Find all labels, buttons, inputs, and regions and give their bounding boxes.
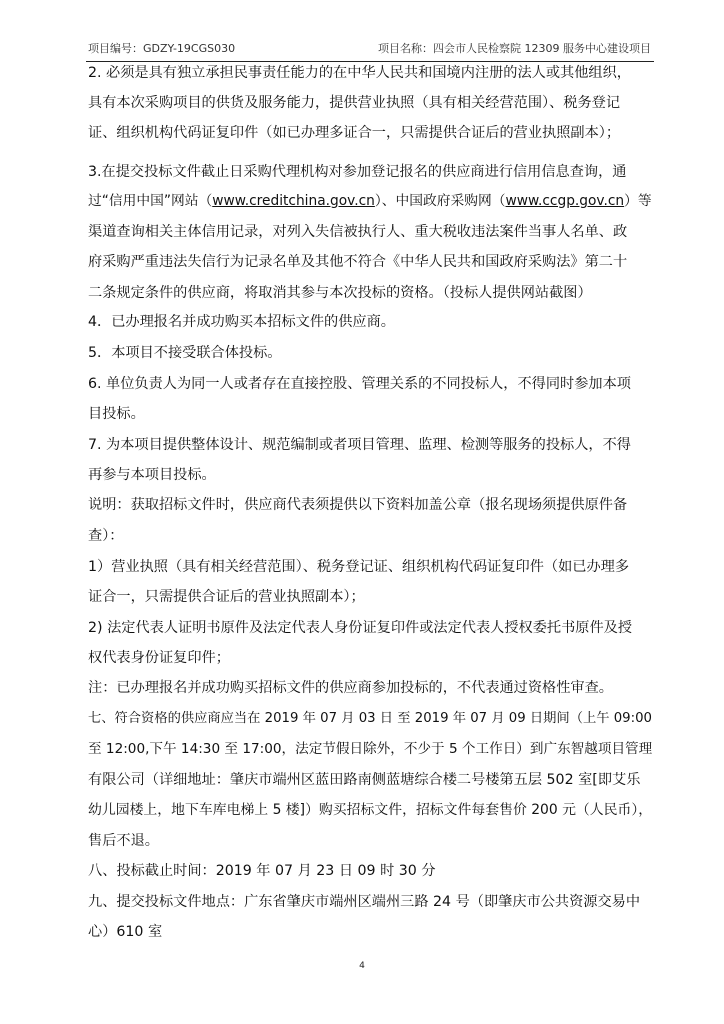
page-header xyxy=(88,40,651,58)
text-line: 有限公司（详细地址：肇庆市端州区蓝田路南侧蓝塘综合楼二号楼第五层 502 室[即艾乐 xyxy=(88,772,641,788)
text-line-links xyxy=(88,192,652,210)
text-line: 5．本项目不接受联合体投标。 xyxy=(88,345,282,361)
text-line: 2) 法定代表人证明书原件及法定代表人身份证复印件或法定代表人授权委托书原件及授 xyxy=(88,620,633,636)
text-line: 7. 为本项目提供整体设计、规范编制或者项目管理、监理、检测等服务的投标人，不得 xyxy=(88,437,631,453)
text-line: 证、组织机构代码证复印件（如已办理多证合一，只需提供合证后的营业执照副本）； xyxy=(88,125,621,141)
project-name: 项目名称：四会市人民检察院 12309 服务中心建设项目 xyxy=(378,42,651,55)
text-line: 6. 单位负责人为同一人或者存在直接控股、管理关系的不同投标人，不得同时参加本项 xyxy=(88,376,631,392)
text-line: 说明：获取招标文件时，供应商代表须提供以下资料加盖公章（报名现场须提供原件备 xyxy=(88,497,628,513)
text-segment: ）等 xyxy=(624,193,652,209)
text-line: 权代表身份证复印件； xyxy=(88,650,230,666)
text-line: 具有本次采购项目的供货及服务能力，提供营业执照（具有相关经营范围）、税务登记 xyxy=(88,95,621,111)
text-line: 八、投标截止时间：2019 年 07 月 23 日 09 时 30 分 xyxy=(88,863,436,879)
text-line: 3.在提交投标文件截止日采购代理机构对参加登记报名的供应商进行信用信息查询，通 xyxy=(88,164,627,180)
text-line: 再参与本项目投标。 xyxy=(88,467,216,483)
text-segment: ）、中国政府采购网（ xyxy=(374,193,506,209)
text-line: 4．已办理报名并成功购买本招标文件的供应商。 xyxy=(88,314,395,330)
text-line: 渠道查询相关主体信用记录，对列入失信被执行人、重大税收违法案件当事人名单、政 xyxy=(88,224,628,240)
ccgp-link[interactable]: www.ccgp.gov.cn xyxy=(505,193,625,209)
text-line: 至 12:00,下午 14:30 至 17:00，法定节假日除外，不少于 5 个工作日）到广东智越项目管理 xyxy=(88,741,653,757)
text-line: 九、提交投标文件地点：广东省肇庆市端州区端州三路 24 号（即肇庆市公共资源交易中 xyxy=(88,894,641,910)
project-number: 项目编号：GDZY-19CGS030 xyxy=(88,42,236,55)
text-line: 2. 必须是具有独立承担民事责任能力的在中华人民共和国境内注册的法人或其他组织， xyxy=(88,65,631,81)
text-line: 幼儿园楼上，地下车库电梯上 5 楼]）购买招标文件，招标文件每套售价 200 元（人民币）， xyxy=(88,802,653,818)
text-line: 七、符合资格的供应商应当在 2019 年 07 月 03 日 至 2019 年 07 月 09 日期间（上午 09:00 xyxy=(88,711,652,726)
page-number: 4 xyxy=(359,961,365,971)
text-line: 1）营业执照（具有相关经营范围）、税务登记证、组织机构代码证复印件（如已办理多 xyxy=(88,559,630,575)
text-segment: 过“信用中国”网站（ xyxy=(88,193,213,209)
text-line: 售后不退。 xyxy=(88,833,159,849)
text-line: 二条规定条件的供应商，将取消其参与本次投标的资格。（投标人提供网站截图） xyxy=(88,285,592,301)
text-line: 查）： xyxy=(88,528,124,544)
creditchina-link[interactable]: www.creditchina.gov.cn xyxy=(212,193,375,209)
text-line: 心）610 室 xyxy=(88,924,163,940)
text-line: 府采购严重违法失信行为记录名单及其他不符合《中华人民共和国政府采购法》第二十 xyxy=(88,254,628,270)
text-line: 证合一，只需提供合证后的营业执照副本）； xyxy=(88,589,365,605)
text-line: 目投标。 xyxy=(88,406,145,422)
text-line: 注：已办理报名并成功购买招标文件的供应商参加投标的，不代表通过资格性审查。 xyxy=(88,680,613,696)
header-divider xyxy=(86,61,654,62)
